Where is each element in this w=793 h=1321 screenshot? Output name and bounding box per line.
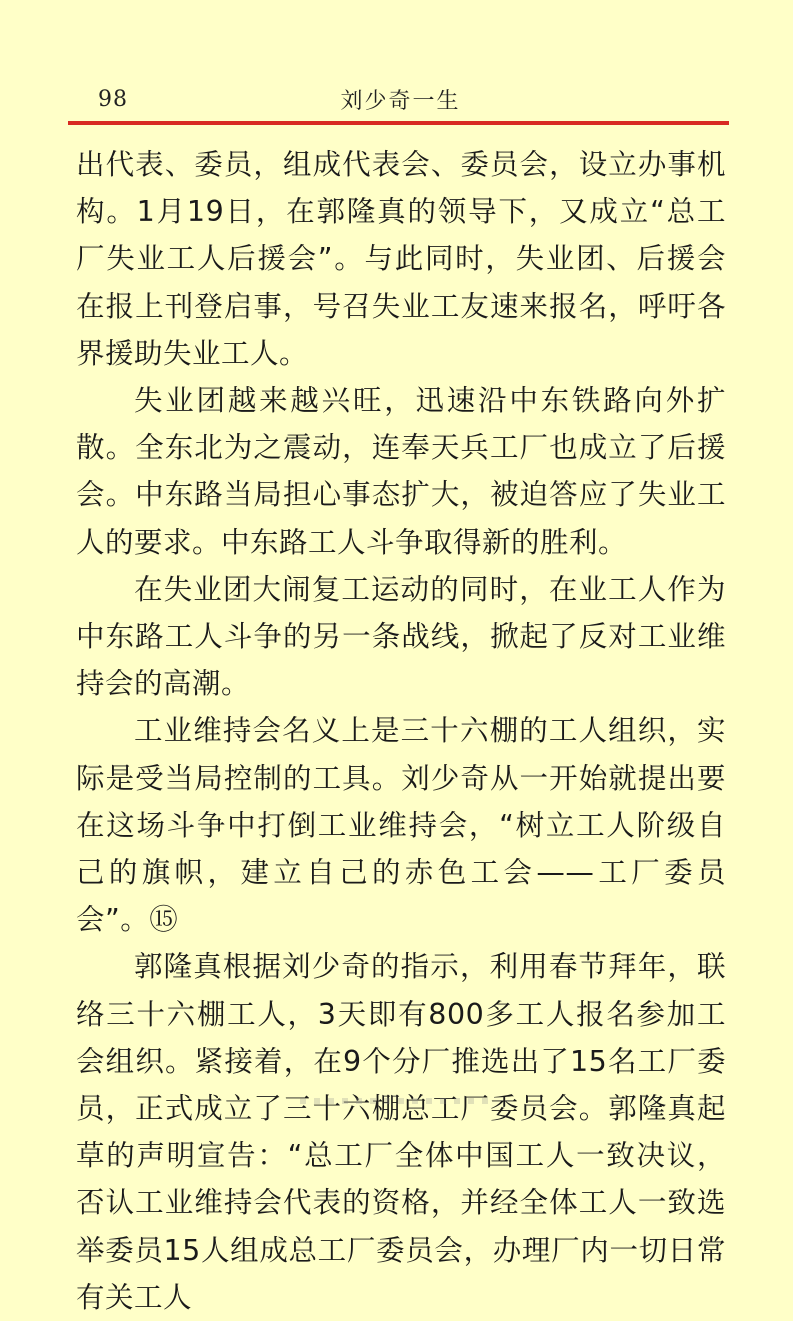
paragraph: 在失业团大闹复工运动的同时，在业工人作为中东路工人斗争的另一条战线，掀起了反对工业维持会的高潮。 bbox=[76, 572, 726, 701]
paragraph: 工业维持会名义上是三十六棚的工人组织，实际是受当局控制的工具。刘少奇从一开始就提出要在这场斗争中打倒工业维持会，“树立工人阶级自己的旗帜，建立自己的赤色工会——工厂委员会”。⑮ bbox=[76, 714, 726, 937]
paragraph: 出代表、委员，组成代表会、委员会，设立办事机构。1月19日，在郭隆真的领导下，又成立“总工厂失业工人后援会”。与此同时，失业团、后援会在报上刊登启事，号召失业工友速来报名，呼吁各界援助失业工人。 bbox=[76, 148, 726, 370]
page-header bbox=[72, 84, 729, 120]
paragraph: 失业团越来越兴旺，迅速沿中东铁路向外扩散。全东北为之震动，连奉天兵工厂也成立了后援会。中东路当局担心事态扩大，被迫答应了失业工人的要求。中东路工人斗争取得新的胜利。 bbox=[76, 384, 726, 559]
body-text bbox=[76, 141, 726, 1321]
scan-artifact bbox=[300, 1098, 490, 1104]
page-number: 98 bbox=[98, 87, 128, 112]
running-title: 刘少奇一生 bbox=[340, 89, 461, 114]
paragraph: 郭隆真根据刘少奇的指示，利用春节拜年，联络三十六棚工人，3天即有800多工人报名参加工会组织。紧接着，在9个分厂推选出了15名工厂委员，正式成立了三十六棚总工厂委员会。郭隆真起草的声明宣告：“总工厂全体中国工人一致决议，否认工业维持会代表的资格，并经全体工人一致选举委员15人组成总工厂委员会，办理厂内一切日常有关工人 bbox=[76, 950, 726, 1314]
header-rule bbox=[68, 121, 729, 125]
